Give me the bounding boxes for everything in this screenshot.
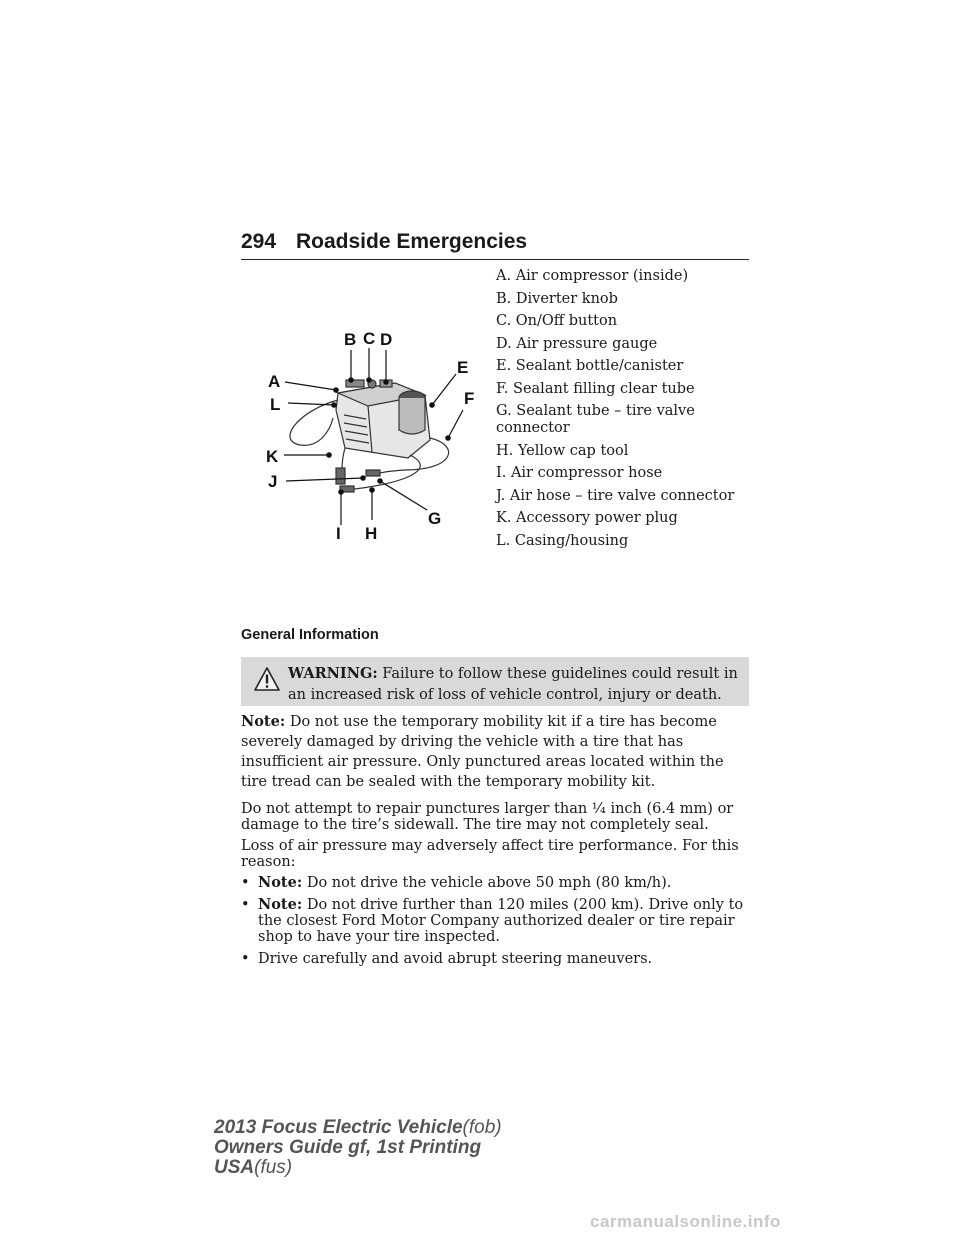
puncture-paragraph: Do not attempt to repair punctures larger than ¹⁄₄ inch (6.4 mm) or damage to the tire’s sidewall. The tire may not completely seal.: [241, 801, 734, 833]
label-b: B: [344, 330, 357, 349]
tire-mobility-kit-diagram: [250, 320, 490, 560]
page-number: 294: [241, 230, 277, 253]
label-c: C: [363, 329, 376, 348]
body-text: [241, 712, 749, 973]
label-h: H: [365, 524, 378, 543]
bullet-label: Note:: [258, 896, 303, 913]
note-text: Do not use the temporary mobility kit if a tire has become severely damaged by driving the vehicle with a tire that has insufficient air pressure. Only punctured areas located within the tire tread can be sealed with the temporary mobility kit.: [241, 714, 724, 790]
warning-text: [288, 663, 738, 706]
header-rule: [241, 259, 749, 260]
warning-label: WARNING:: [288, 665, 378, 682]
label-d: D: [380, 330, 393, 349]
legend-item: I. Air compressor hose: [496, 465, 663, 481]
bullet-icon: •: [241, 951, 250, 967]
label-j: J: [268, 472, 278, 491]
footer-region: USA: [214, 1157, 255, 1178]
bullet-list: [241, 875, 749, 967]
footer-line: [214, 1118, 502, 1138]
label-g: G: [428, 509, 442, 528]
bullet-item: [241, 875, 749, 891]
warning-triangle-icon: [254, 667, 280, 691]
document-footer: [214, 1118, 502, 1178]
bullet-label: Note:: [258, 874, 303, 891]
footer-model: 2013 Focus Electric Vehicle: [214, 1117, 463, 1138]
bullet-item: [241, 897, 749, 945]
footer-region-code: (fus): [254, 1157, 293, 1178]
legend-item: L. Casing/housing: [496, 532, 629, 549]
pressure-paragraph: Loss of air pressure may adversely affect tire performance. For this reason:: [241, 838, 739, 870]
label-e: E: [457, 358, 469, 377]
bullet-icon: •: [241, 897, 250, 913]
legend-item: H. Yellow cap tool: [496, 442, 629, 459]
legend-item: E. Sealant bottle/canister: [496, 358, 684, 374]
bullet-item: [241, 951, 749, 967]
footer-printing: Owners Guide gf, 1st Printing: [214, 1137, 482, 1158]
legend-item: J. Air hose – tire valve connector: [496, 487, 735, 504]
footer-code: (fob): [462, 1117, 502, 1138]
label-f: F: [464, 389, 475, 408]
legend-item: C. On/Off button: [496, 313, 618, 329]
legend-item: F. Sealant filling clear tube: [496, 380, 695, 397]
warning-body: Failure to follow these guidelines could result in an increased risk of loss of vehicle control, injury or death.: [288, 666, 738, 703]
page-title: Roadside Emergencies: [296, 230, 528, 253]
label-l: L: [270, 395, 281, 414]
bullet-text: Do not drive the vehicle above 50 mph (80 km/h).: [306, 875, 672, 891]
legend-item: D. Air pressure gauge: [496, 335, 658, 352]
legend-item: A. Air compressor (inside): [496, 268, 689, 284]
legend-item: G. Sealant tube – tire valve connector: [496, 403, 695, 436]
component-legend: [496, 268, 756, 555]
label-k: K: [266, 447, 279, 466]
label-a: A: [268, 372, 281, 391]
section-heading: General Information: [241, 627, 379, 643]
bullet-text: Do not drive further than 120 miles (200 km). Drive only to the closest Ford Motor Company authorized dealer or tire repair shop to have your tire inspected.: [258, 897, 744, 945]
watermark: carmanualsonline.info: [590, 1212, 781, 1231]
bullet-text: Drive carefully and avoid abrupt steering maneuvers.: [258, 951, 653, 967]
bullet-icon: •: [241, 875, 250, 891]
warning-box: [241, 657, 749, 706]
note-label: Note:: [241, 713, 286, 730]
note-paragraph: [241, 712, 749, 792]
legend-item: K. Accessory power plug: [496, 510, 678, 526]
label-i: I: [336, 524, 341, 543]
legend-item: B. Diverter knob: [496, 290, 618, 307]
footer-line: [214, 1158, 502, 1178]
